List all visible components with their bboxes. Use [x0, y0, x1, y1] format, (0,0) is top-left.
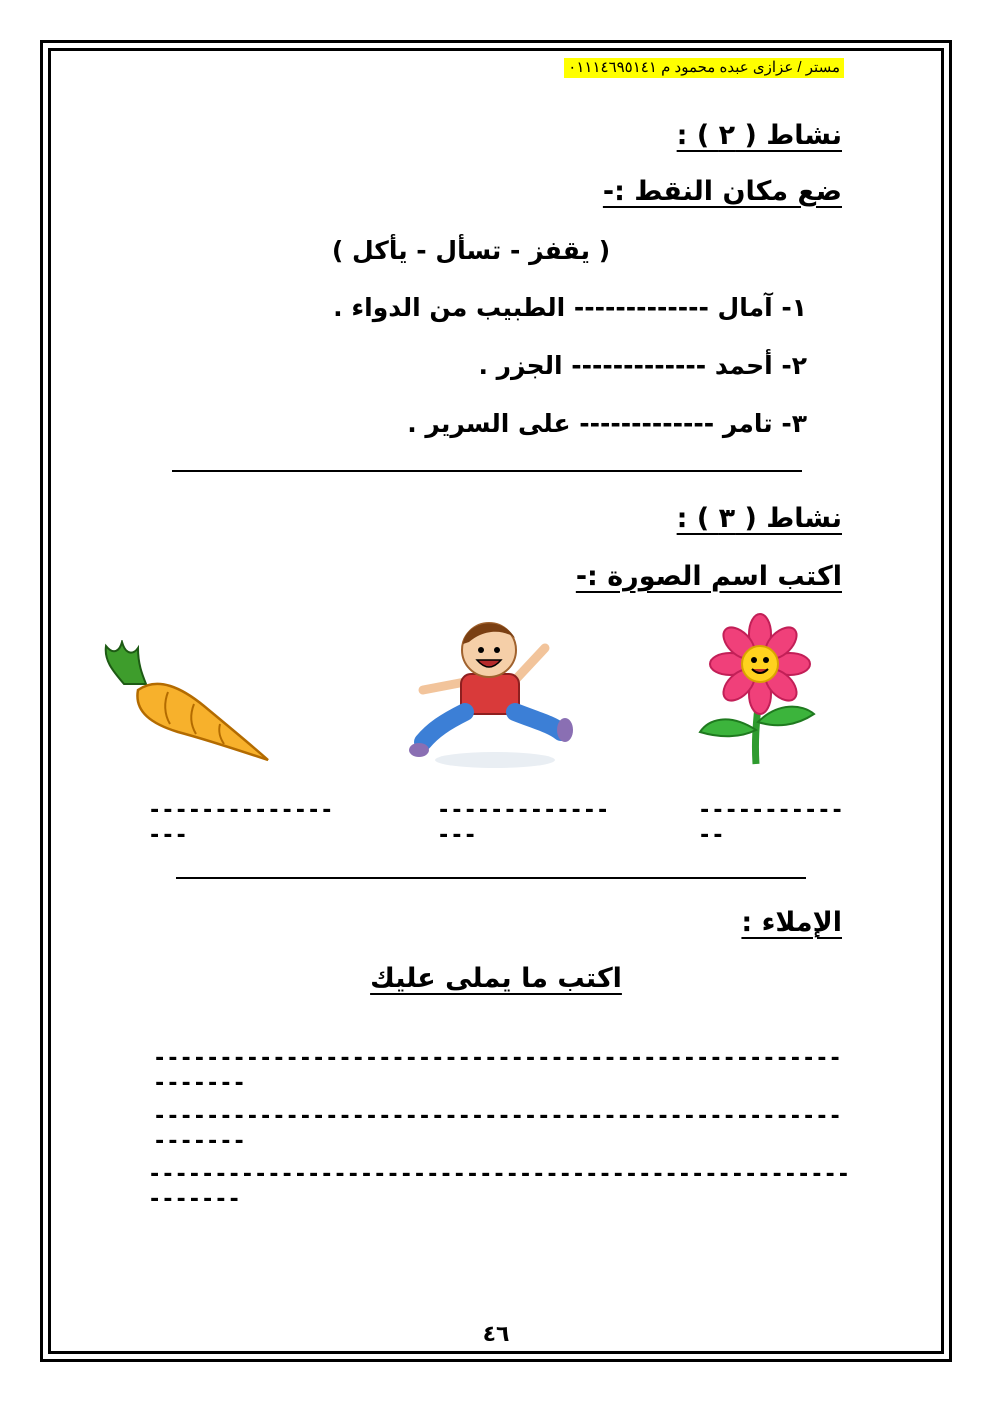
flower-picture	[668, 612, 854, 768]
word-bank-text: ( يقفز - تسأل - يأكل )	[331, 236, 611, 265]
sentence-3: ٣- تامر ------------- على السرير .	[407, 409, 807, 438]
answer-blank-flower[interactable]: -------------	[698, 798, 844, 848]
dictation-instruction: اكتب ما يملى عليك	[370, 963, 622, 994]
activity-3-title: نشاط ( ٣ ) :	[676, 503, 842, 534]
carrot-picture	[98, 640, 270, 764]
dictation-line-2[interactable]: -----------------------------------------------------------	[153, 1104, 842, 1154]
jumping-boy-picture	[405, 612, 577, 772]
sentence-2: ٢- أحمد ------------- الجزر .	[478, 351, 807, 380]
dictation-title: الإملاء :	[741, 907, 842, 938]
section-divider-2	[176, 877, 806, 879]
activity-3-instruction: اكتب اسم الصورة :-	[575, 561, 842, 592]
dictation-instruction-wrap	[0, 963, 992, 994]
answer-blank-boy[interactable]: ----------------	[437, 798, 610, 848]
sentence-1: ١- آمال ------------- الطبيب من الدواء .	[333, 293, 807, 322]
page-number: ٤٦	[482, 1322, 510, 1347]
activity-2-instruction: ضع مكان النقط :-	[602, 176, 842, 207]
dictation-line-3[interactable]: ------------------------------------------------------------	[148, 1162, 850, 1212]
section-divider-1	[172, 470, 802, 472]
answer-blank-carrot[interactable]: -----------------	[148, 798, 334, 848]
dictation-line-1[interactable]: -----------------------------------------------------------	[153, 1046, 842, 1096]
activity-2-title: نشاط ( ٢ ) :	[676, 120, 842, 151]
word-bank	[0, 236, 992, 265]
author-header: مستر / عزازى عبده محمود م ٠١١١٤٦٩٥١٤١	[564, 58, 844, 78]
